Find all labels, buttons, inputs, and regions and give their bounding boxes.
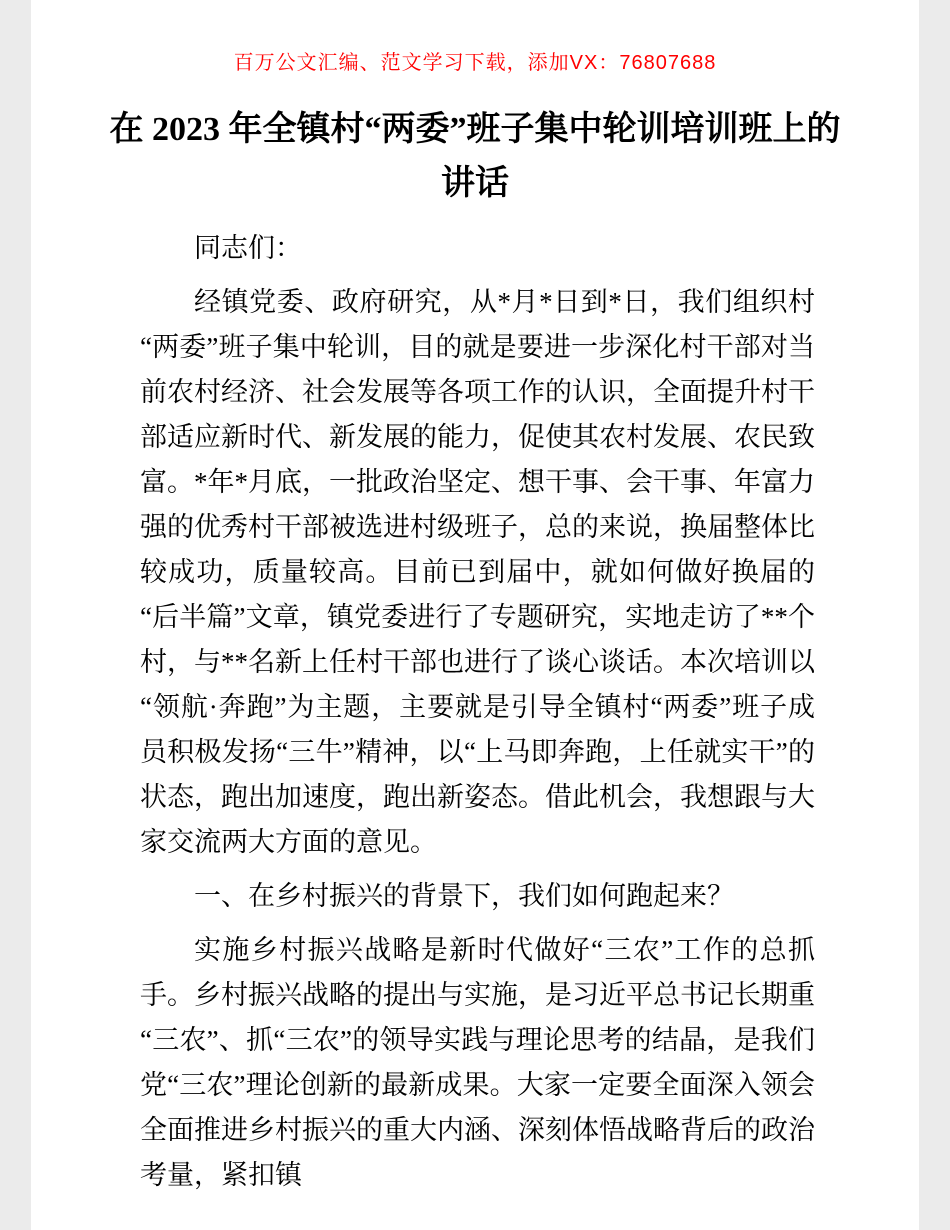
watermark-notice: 百万公文汇编、范文学习下载，添加VX：76807688	[233, 52, 717, 74]
paragraph: 实施乡村振兴战略是新时代做好“三农”工作的总抓手。乡村振兴战略的提出与实施，是习近平总书记长期重“三农”、抓“三农”的领导实践与理论思考的结晶，是我们党“三农”理论创新的最新成果。大家一定要全面深入领会全面推进乡村振兴的重大内涵、深刻体悟战略背后的政治考量，紧扣镇	[140, 934, 815, 1190]
paragraph: 同志们：	[194, 232, 302, 263]
paragraph: 经镇党委、政府研究，从*月*日到*日，我们组织村“两委”班子集中轮训，目的就是要进一步深化村干部对当前农村经济、社会发展等各项工作的认识，全面提升村干部适应新时代、新发展的能力，促使其农村发展、农民致富。*年*月底，一批政治坚定、想干事、会干事、年富力强的优秀村干部被选进村级班子，总的来说，换届整体比较成功，质量较高。目前已到届中，就如何做好换届的“后半篇”文章，镇党委进行了专题研究，实地走访了**个村，与**名新上任村干部也进行了谈心谈话。本次培训以“领航·奔跑”为主题，主要就是引导全镇村“两委”班子成员积极发扬“三牛”精神，以“上马即奔跑，上任就实干”的状态，跑出加速度，跑出新姿态。借此机会，我想跟与大家交流两大方面的意见。	[140, 286, 815, 857]
document-content	[31, 226, 919, 1230]
section-heading: 一、在乡村振兴的背景下，我们如何跑起来？	[194, 880, 734, 911]
document-title: 在 2023 年全镇村“两委”班子集中轮训培训班上的讲话	[109, 111, 841, 203]
document-page	[31, 0, 919, 1230]
